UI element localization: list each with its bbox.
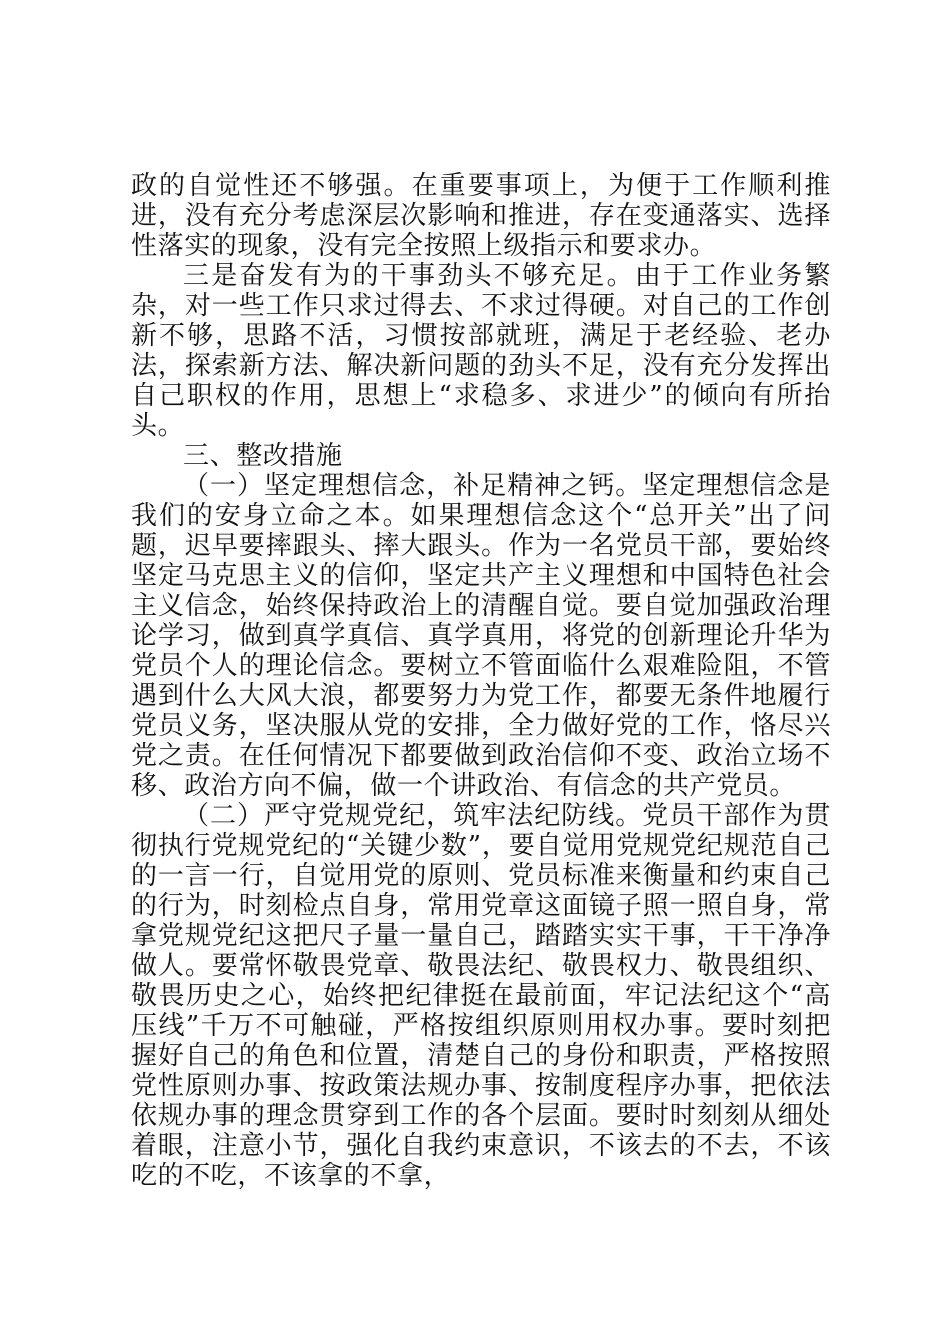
- paragraph-measure-two: （二）严守党规党纪，筑牢法纪防线。党员干部作为贯彻执行党规党纪的“关键少数”，要自觉用党规党纪规范自己的一言一行，自觉用党的原则、党员标准来衡量和约束自己的行为，时刻检点自身，常用党章这面镜子照一照自身，常拿党规党纪这把尺子量一量自己，踏踏实实干事，干干净净做人。要常怀敬畏党章、敬畏法纪、敬畏权力、敬畏组织、敬畏历史之心，始终把纪律挺在最前面，牢记法纪这个“高压线”千万不可触碰，严格按组织原则用权办事。要时刻把握好自己的角色和位置，清楚自己的身份和职责，严格按照党性原则办事、按政策法规办事、按制度程序办事，把依法依规办事的理念贯穿到工作的各个层面。要时时刻刻从细处着眼，注意小节，强化自我约束意识，不该去的不去，不该吃的不吃，不该拿的不拿，: [131, 801, 831, 1191]
- paragraph-continuation: 政的自觉性还不够强。在重要事项上，为便于工作顺利推进，没有充分考虑深层次影响和推进，存在变通落实、选择性落实的现象，没有完全按照上级指示和要求办。: [131, 171, 831, 261]
- section-heading-rectification: 三、整改措施: [183, 441, 343, 471]
- document-body: [131, 171, 831, 1191]
- paragraph-measure-one: （一）坚定理想信念，补足精神之钙。坚定理想信念是我们的安身立命之本。如果理想信念这个“总开关”出了问题，迟早要摔跟头、摔大跟头。作为一名党员干部，要始终坚定马克思主义的信仰，坚定共产主义理想和中国特色社会主义信念，始终保持政治上的清醒自觉。要自觉加强政治理论学习，做到真学真信、真学真用，将党的创新理论升华为党员个人的理论信念。要树立不管面临什么艰难险阻，不管遇到什么大风大浪，都要努力为党工作，都要无条件地履行党员义务，坚决服从党的安排，全力做好党的工作，恪尽兴党之责。在任何情况下都要做到政治信仰不变、政治立场不移、政治方向不偏，做一个讲政治、有信念的共产党员。: [131, 471, 831, 801]
- paragraph-point-three: 三是奋发有为的干事劲头不够充足。由于工作业务繁杂，对一些工作只求过得去、不求过得硬。对自己的工作创新不够，思路不活，习惯按部就班，满足于老经验、老办法，探索新方法、解决新问题的劲头不足，没有充分发挥出自己职权的作用，思想上“求稳多、求进少”的倾向有所抬头。: [131, 261, 831, 441]
